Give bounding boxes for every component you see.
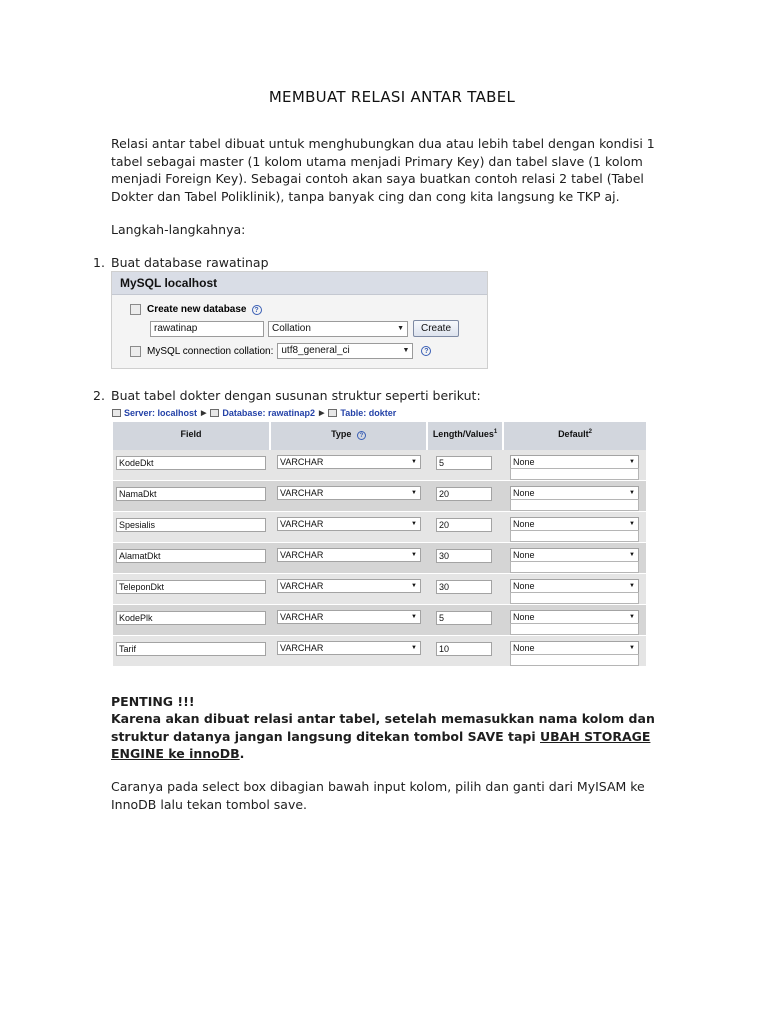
type-select-value: VARCHAR (280, 457, 324, 467)
create-db-row (130, 304, 262, 315)
chevron-down-icon: ▼ (629, 521, 635, 527)
field-name-input[interactable]: NamaDkt (116, 487, 266, 501)
default-value-input[interactable] (510, 623, 639, 635)
default-select[interactable] (510, 610, 639, 624)
field-name-input[interactable]: KodeDkt (116, 456, 266, 470)
chevron-down-icon: ▼ (411, 614, 417, 620)
type-select-value: VARCHAR (280, 519, 324, 529)
length-input[interactable]: 10 (436, 642, 492, 656)
table-row (113, 543, 646, 574)
chevron-down-icon: ▼ (411, 645, 417, 651)
chevron-down-icon: ▼ (411, 521, 417, 527)
breadcrumb (112, 406, 396, 420)
database-icon (130, 304, 141, 315)
step-1 (93, 255, 269, 270)
closing-paragraph: Caranya pada select box dibagian bawah input kolom, pilih dan ganti dari MyISAM ke InnoDB lalu tekan tombol save. (111, 779, 645, 812)
connection-collation-row (130, 343, 431, 359)
length-input[interactable]: 30 (436, 549, 492, 563)
database-name-input[interactable]: rawatinap (150, 321, 264, 337)
collation-select-value: Collation (272, 322, 311, 334)
create-db-label: Create new database (147, 304, 247, 315)
type-select[interactable] (277, 579, 421, 593)
chevron-down-icon: ▼ (629, 552, 635, 558)
page-title: MEMBUAT RELASI ANTAR TABEL (268, 88, 516, 106)
important-underlined-text: UBAH STORAGE ENGINE ke innoDB (111, 728, 651, 761)
length-input[interactable]: 30 (436, 580, 492, 594)
column-header-default (504, 422, 646, 450)
length-input[interactable]: 20 (436, 518, 492, 532)
default-select[interactable] (510, 455, 639, 469)
column-header-default-label: Default (558, 429, 589, 439)
step-text: Buat database rawatinap (111, 255, 269, 270)
table-icon (328, 409, 337, 417)
column-header-length (428, 422, 504, 450)
table-header (113, 422, 646, 450)
chevron-down-icon: ▼ (402, 347, 410, 354)
chevron-down-icon: ▼ (411, 583, 417, 589)
default-value-input[interactable] (510, 654, 639, 666)
chevron-down-icon: ▼ (411, 459, 417, 465)
default-select[interactable] (510, 486, 639, 500)
chevron-down-icon: ▼ (397, 324, 404, 332)
step-number: 2. (93, 388, 105, 403)
default-select-value: None (513, 581, 535, 591)
type-select-value: VARCHAR (280, 612, 324, 622)
table-structure-screenshot (110, 403, 646, 674)
table-row (113, 512, 646, 543)
step-2 (93, 388, 481, 403)
important-note (111, 710, 671, 763)
database-icon (210, 409, 219, 417)
connection-collation-label: MySQL connection collation: (147, 345, 274, 357)
breadcrumb-table[interactable]: Table: dokter (340, 408, 397, 418)
default-select[interactable] (510, 548, 639, 562)
help-icon[interactable]: ? (421, 346, 431, 356)
field-name-input[interactable]: AlamatDkt (116, 549, 266, 563)
type-select[interactable] (277, 641, 421, 655)
default-select-value: None (513, 612, 535, 622)
default-select[interactable] (510, 517, 639, 531)
column-header-field: Field (113, 422, 271, 450)
step-text: Buat tabel dokter dengan susunan struktur seperti berikut: (111, 388, 481, 403)
settings-icon (130, 346, 141, 357)
table-row (113, 574, 646, 605)
help-icon[interactable]: ? (252, 305, 262, 315)
field-name-input[interactable]: TeleponDkt (116, 580, 266, 594)
breadcrumb-server[interactable]: Server: localhost (124, 408, 198, 418)
chevron-down-icon: ▼ (411, 490, 417, 496)
server-icon (112, 409, 121, 417)
default-value-input[interactable] (510, 468, 639, 480)
field-name-input[interactable]: Spesialis (116, 518, 266, 532)
important-heading: PENTING !!! (111, 694, 195, 709)
default-select-value: None (513, 550, 535, 560)
help-icon[interactable]: ? (357, 431, 366, 440)
step-number: 1. (93, 255, 105, 270)
chevron-down-icon: ▼ (629, 459, 635, 465)
column-header-length-label: Length/Values (432, 429, 494, 439)
table-row (113, 450, 646, 481)
chevron-down-icon: ▼ (411, 552, 417, 558)
default-select-value: None (513, 488, 535, 498)
breadcrumb-database[interactable]: Database: rawatinap2 (222, 408, 315, 418)
type-select[interactable] (277, 548, 421, 562)
steps-intro: Langkah-langkahnya: (111, 222, 246, 237)
create-button[interactable]: Create (413, 320, 459, 337)
important-text: Karena akan dibuat relasi antar tabel, setelah memasukkan nama kolom dan struktur datanya jangan langsung ditekan tombol SAVE tapi (111, 711, 655, 744)
chevron-down-icon: ▼ (629, 614, 635, 620)
chevron-down-icon: ▼ (629, 490, 635, 496)
length-input[interactable]: 20 (436, 487, 492, 501)
default-select[interactable] (510, 641, 639, 655)
length-input[interactable]: 5 (436, 611, 492, 625)
default-value-input[interactable] (510, 499, 639, 511)
default-select[interactable] (510, 579, 639, 593)
collation-select[interactable] (268, 321, 408, 337)
default-value-input[interactable] (510, 530, 639, 542)
chevron-down-icon: ▼ (629, 583, 635, 589)
default-select-value: None (513, 643, 535, 653)
field-name-input[interactable]: KodePlk (116, 611, 266, 625)
type-select-value: VARCHAR (280, 550, 324, 560)
table-row (113, 636, 646, 667)
type-select[interactable] (277, 455, 421, 469)
default-select-value: None (513, 519, 535, 529)
create-database-screenshot (111, 271, 488, 369)
column-header-type (271, 422, 428, 450)
length-input[interactable]: 5 (436, 456, 492, 470)
footnote-marker: 2 (588, 429, 592, 435)
arrow-right-icon: ▶ (318, 410, 325, 417)
type-select[interactable] (277, 517, 421, 531)
table-row (113, 605, 646, 636)
connection-collation-select[interactable] (277, 343, 413, 359)
field-name-input[interactable]: Tarif (116, 642, 266, 656)
column-header-type-label: Type (331, 429, 352, 439)
panel-header: MySQL localhost (112, 272, 487, 295)
default-value-input[interactable] (510, 561, 639, 573)
type-select-value: VARCHAR (280, 643, 324, 653)
table-row (113, 481, 646, 512)
connection-collation-value: utf8_general_ci (281, 345, 350, 356)
type-select[interactable] (277, 610, 421, 624)
important-text-end: . (239, 746, 245, 761)
intro-paragraph: Relasi antar tabel dibuat untuk menghubungkan dua atau lebih tabel dengan kondisi 1 tabel sebagai master (1 kolom utama menjadi Primary Key) dan tabel slave (1 kolom menjadi Foreign Key). Sebagai contoh akan saya buatkan contoh relasi 2 tabel (Tabel Dokter dan Tabel Poliklinik), tanpa banyak cing dan cong kita langsung ke TKP aj. (111, 136, 655, 204)
footnote-marker: 1 (493, 429, 498, 435)
create-db-controls (150, 320, 459, 337)
chevron-down-icon: ▼ (629, 645, 635, 651)
type-select[interactable] (277, 486, 421, 500)
type-select-value: VARCHAR (280, 488, 324, 498)
arrow-right-icon: ▶ (201, 410, 207, 417)
default-value-input[interactable] (510, 592, 639, 604)
default-select-value: None (513, 457, 535, 467)
type-select-value: VARCHAR (280, 581, 324, 591)
